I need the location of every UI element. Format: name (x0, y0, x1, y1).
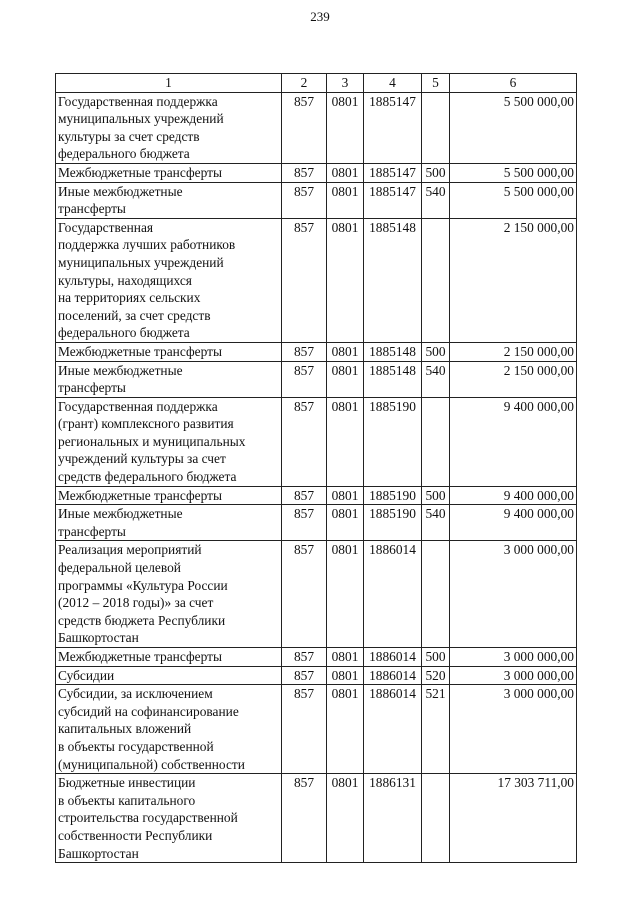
section-code: 0801 (327, 163, 364, 182)
description-line: Межбюджетные трансферты (58, 487, 222, 503)
description-line: муниципальных учреждений (58, 111, 224, 127)
target-article-code: 1885190 (364, 505, 422, 541)
ministry-code: 857 (282, 92, 327, 163)
description-line: (2012 – 2018 годы)» за счет (58, 595, 214, 611)
row-description (56, 218, 282, 342)
description-line: Субсидии (58, 667, 115, 683)
description-line: трансферты (58, 523, 126, 539)
target-article-code: 1886014 (364, 541, 422, 648)
column-header: 2 (282, 74, 327, 93)
column-header: 3 (327, 74, 364, 93)
description-line: Государственная (58, 219, 154, 235)
column-header: 5 (422, 74, 450, 93)
ministry-code: 857 (282, 397, 327, 486)
amount-value: 3 000 000,00 (450, 541, 577, 648)
row-description (56, 666, 282, 685)
description-line: федеральной целевой (58, 560, 181, 576)
ministry-code: 857 (282, 666, 327, 685)
expense-type-code (422, 397, 450, 486)
description-line: Иные межбюджетные (58, 506, 183, 522)
description-line: поддержка лучших работников (58, 237, 236, 253)
budget-table (55, 73, 577, 863)
target-article-code: 1886014 (364, 685, 422, 774)
row-description (56, 342, 282, 361)
expense-type-code: 500 (422, 342, 450, 361)
target-article-code: 1885190 (364, 486, 422, 505)
description-line: Субсидии, за исключением (58, 686, 213, 702)
description-line: трансферты (58, 380, 126, 396)
target-article-code: 1885147 (364, 182, 422, 218)
description-line: федерального бюджета (58, 325, 190, 341)
description-line: Государственная поддержка (58, 398, 218, 414)
row-description (56, 397, 282, 486)
target-article-code: 1886014 (364, 666, 422, 685)
section-code: 0801 (327, 541, 364, 648)
table-row (56, 92, 577, 163)
description-line: региональных и муниципальных (58, 433, 246, 449)
column-header: 6 (450, 74, 577, 93)
table-row (56, 666, 577, 685)
description-line: федерального бюджета (58, 146, 190, 162)
amount-value: 5 500 000,00 (450, 182, 577, 218)
amount-value: 2 150 000,00 (450, 361, 577, 397)
row-description (56, 774, 282, 863)
amount-value: 3 000 000,00 (450, 666, 577, 685)
amount-value: 3 000 000,00 (450, 648, 577, 667)
description-line: Иные межбюджетные (58, 183, 183, 199)
description-line: (муниципальной) собственности (58, 756, 245, 772)
description-line: культуры, находящихся (58, 272, 192, 288)
description-line: средств федерального бюджета (58, 469, 237, 485)
section-code: 0801 (327, 218, 364, 342)
description-line: на территориях сельских (58, 290, 201, 306)
section-code: 0801 (327, 666, 364, 685)
description-line: Бюджетные инвестиции (58, 775, 196, 791)
table-row (56, 505, 577, 541)
ministry-code: 857 (282, 163, 327, 182)
amount-value: 2 150 000,00 (450, 218, 577, 342)
amount-value: 9 400 000,00 (450, 397, 577, 486)
description-line: поселений, за счет средств (58, 307, 211, 323)
section-code: 0801 (327, 685, 364, 774)
amount-value: 9 400 000,00 (450, 505, 577, 541)
row-description (56, 486, 282, 505)
amount-value: 3 000 000,00 (450, 685, 577, 774)
amount-value: 9 400 000,00 (450, 486, 577, 505)
description-line: средств бюджета Республики (58, 612, 226, 628)
table-row (56, 648, 577, 667)
section-code: 0801 (327, 361, 364, 397)
description-line: Реализация мероприятий (58, 542, 202, 558)
description-line: Иные межбюджетные (58, 362, 183, 378)
expense-type-code: 521 (422, 685, 450, 774)
ministry-code: 857 (282, 361, 327, 397)
section-code: 0801 (327, 92, 364, 163)
description-line: муниципальных учреждений (58, 254, 224, 270)
row-description (56, 685, 282, 774)
description-line: в объекты государственной (58, 738, 214, 754)
table-row (56, 397, 577, 486)
section-code: 0801 (327, 648, 364, 667)
expense-type-code (422, 541, 450, 648)
table-row (56, 163, 577, 182)
page-number: 239 (310, 9, 330, 24)
expense-type-code: 540 (422, 505, 450, 541)
amount-value: 17 303 711,00 (450, 774, 577, 863)
table-header-row (56, 74, 577, 93)
section-code: 0801 (327, 505, 364, 541)
description-line: строительства государственной (58, 810, 238, 826)
expense-type-code: 500 (422, 648, 450, 667)
ministry-code: 857 (282, 505, 327, 541)
row-description (56, 361, 282, 397)
description-line: трансферты (58, 201, 126, 217)
table-row (56, 361, 577, 397)
expense-type-code (422, 92, 450, 163)
section-code: 0801 (327, 486, 364, 505)
row-description (56, 505, 282, 541)
target-article-code: 1886014 (364, 648, 422, 667)
expense-type-code: 500 (422, 163, 450, 182)
description-line: культуры за счет средств (58, 128, 200, 144)
description-line: Межбюджетные трансферты (58, 343, 222, 359)
ministry-code: 857 (282, 342, 327, 361)
table-row (56, 486, 577, 505)
row-description (56, 182, 282, 218)
target-article-code: 1885190 (364, 397, 422, 486)
description-line: Государственная поддержка (58, 93, 218, 109)
description-line: субсидий на софинансирование (58, 703, 239, 719)
ministry-code: 857 (282, 486, 327, 505)
ministry-code: 857 (282, 648, 327, 667)
amount-value: 5 500 000,00 (450, 92, 577, 163)
table-row (56, 182, 577, 218)
description-line: программы «Культура России (58, 577, 228, 593)
row-description (56, 541, 282, 648)
description-line: (грант) комплексного развития (58, 416, 234, 432)
table-row (56, 541, 577, 648)
table-body (56, 92, 577, 863)
expense-type-code: 540 (422, 182, 450, 218)
section-code: 0801 (327, 182, 364, 218)
amount-value: 2 150 000,00 (450, 342, 577, 361)
target-article-code: 1885147 (364, 92, 422, 163)
expense-type-code (422, 774, 450, 863)
expense-type-code: 500 (422, 486, 450, 505)
target-article-code: 1885148 (364, 218, 422, 342)
ministry-code: 857 (282, 182, 327, 218)
row-description (56, 648, 282, 667)
table-row (56, 218, 577, 342)
table-row (56, 342, 577, 361)
description-line: Межбюджетные трансферты (58, 649, 222, 664)
description-line: в объекты капитального (58, 792, 196, 808)
description-line: Башкортостан (58, 845, 139, 861)
expense-type-code: 540 (422, 361, 450, 397)
ministry-code: 857 (282, 685, 327, 774)
expense-type-code (422, 218, 450, 342)
target-article-code: 1886131 (364, 774, 422, 863)
amount-value: 5 500 000,00 (450, 163, 577, 182)
table-row (56, 774, 577, 863)
target-article-code: 1885148 (364, 361, 422, 397)
ministry-code: 857 (282, 774, 327, 863)
table-row (56, 685, 577, 774)
target-article-code: 1885148 (364, 342, 422, 361)
row-description (56, 92, 282, 163)
target-article-code: 1885147 (364, 163, 422, 182)
row-description (56, 163, 282, 182)
ministry-code: 857 (282, 541, 327, 648)
column-header: 1 (56, 74, 282, 93)
description-line: учреждений культуры за счет (58, 451, 226, 467)
description-line: собственности Республики (58, 827, 213, 843)
description-line: Межбюджетные трансферты (58, 164, 222, 180)
description-line: Башкортостан (58, 630, 139, 646)
column-header: 4 (364, 74, 422, 93)
section-code: 0801 (327, 342, 364, 361)
section-code: 0801 (327, 774, 364, 863)
section-code: 0801 (327, 397, 364, 486)
description-line: капитальных вложений (58, 721, 192, 737)
ministry-code: 857 (282, 218, 327, 342)
expense-type-code: 520 (422, 666, 450, 685)
